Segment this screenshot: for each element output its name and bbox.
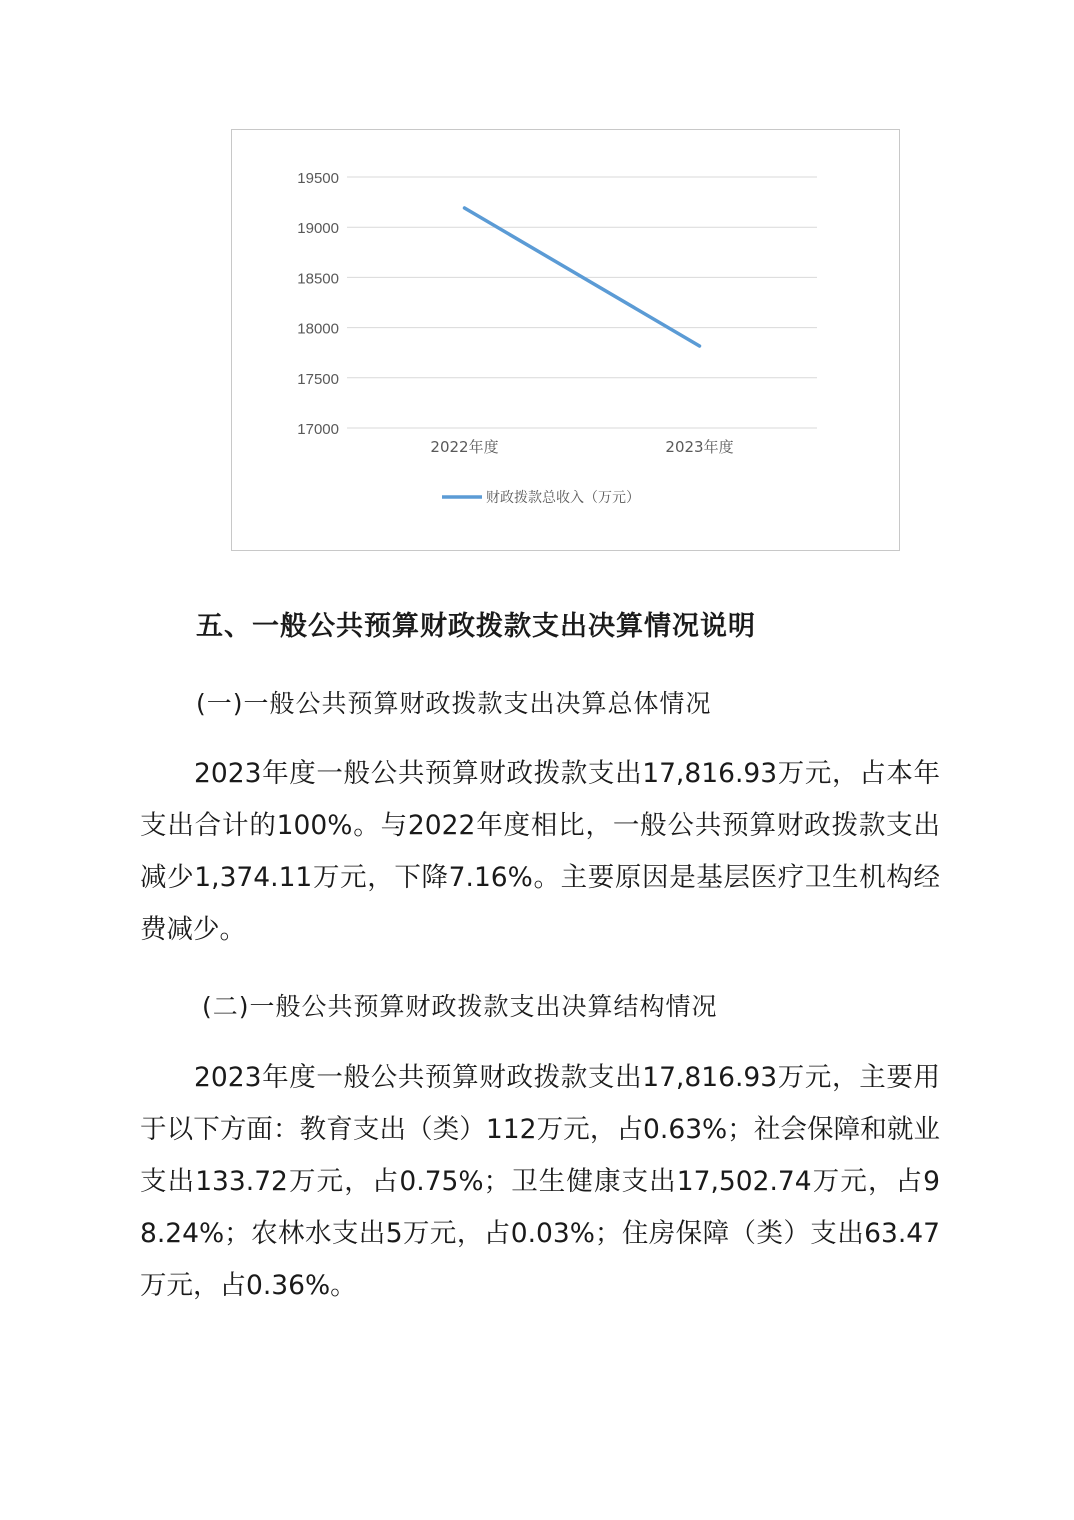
y-tick-label: 19500 bbox=[297, 170, 339, 187]
subsection-2-paragraph: 2023年度一般公共预算财政拨款支出17,816.93万元，主要用于以下方面：教育支出（类）112万元，占0.63%；社会保障和就业支出133.72万元，占0.75%；卫生健康支出17,502.74万元，占98.24%；农林水支出5万元，占0.03%；住房保障（类）支出63.47万元，占0.36%。 bbox=[140, 1062, 940, 1301]
data-point bbox=[698, 344, 701, 347]
y-tick-label: 18500 bbox=[297, 270, 339, 288]
x-tick-label: 2023年度 bbox=[665, 438, 734, 456]
revenue-line-chart bbox=[231, 129, 900, 551]
data-point bbox=[463, 207, 466, 210]
chart-svg bbox=[232, 130, 901, 552]
y-tick-label: 19000 bbox=[297, 220, 339, 238]
legend-label: 财政拨款总收入（万元） bbox=[486, 490, 640, 506]
subsection-1-paragraph: 2023年度一般公共预算财政拨款支出17,816.93万元，占本年支出合计的100%。与2022年度相比，一般公共预算财政拨款支出减少1,374.11万元，下降7.16%。主要原因是基层医疗卫生机构经费减少。 bbox=[140, 758, 940, 945]
subsection-2-title: (二)一般公共预算财政拨款支出决算结构情况 bbox=[202, 992, 718, 1021]
subsection-1-title: (一)一般公共预算财政拨款支出决算总体情况 bbox=[196, 689, 712, 718]
section-title: 五、一般公共预算财政拨款支出决算情况说明 bbox=[196, 611, 756, 642]
x-tick-label: 2022年度 bbox=[430, 438, 499, 456]
y-tick-label: 17500 bbox=[297, 370, 339, 388]
y-tick-label: 17000 bbox=[297, 421, 339, 438]
y-tick-label: 18000 bbox=[297, 320, 339, 338]
